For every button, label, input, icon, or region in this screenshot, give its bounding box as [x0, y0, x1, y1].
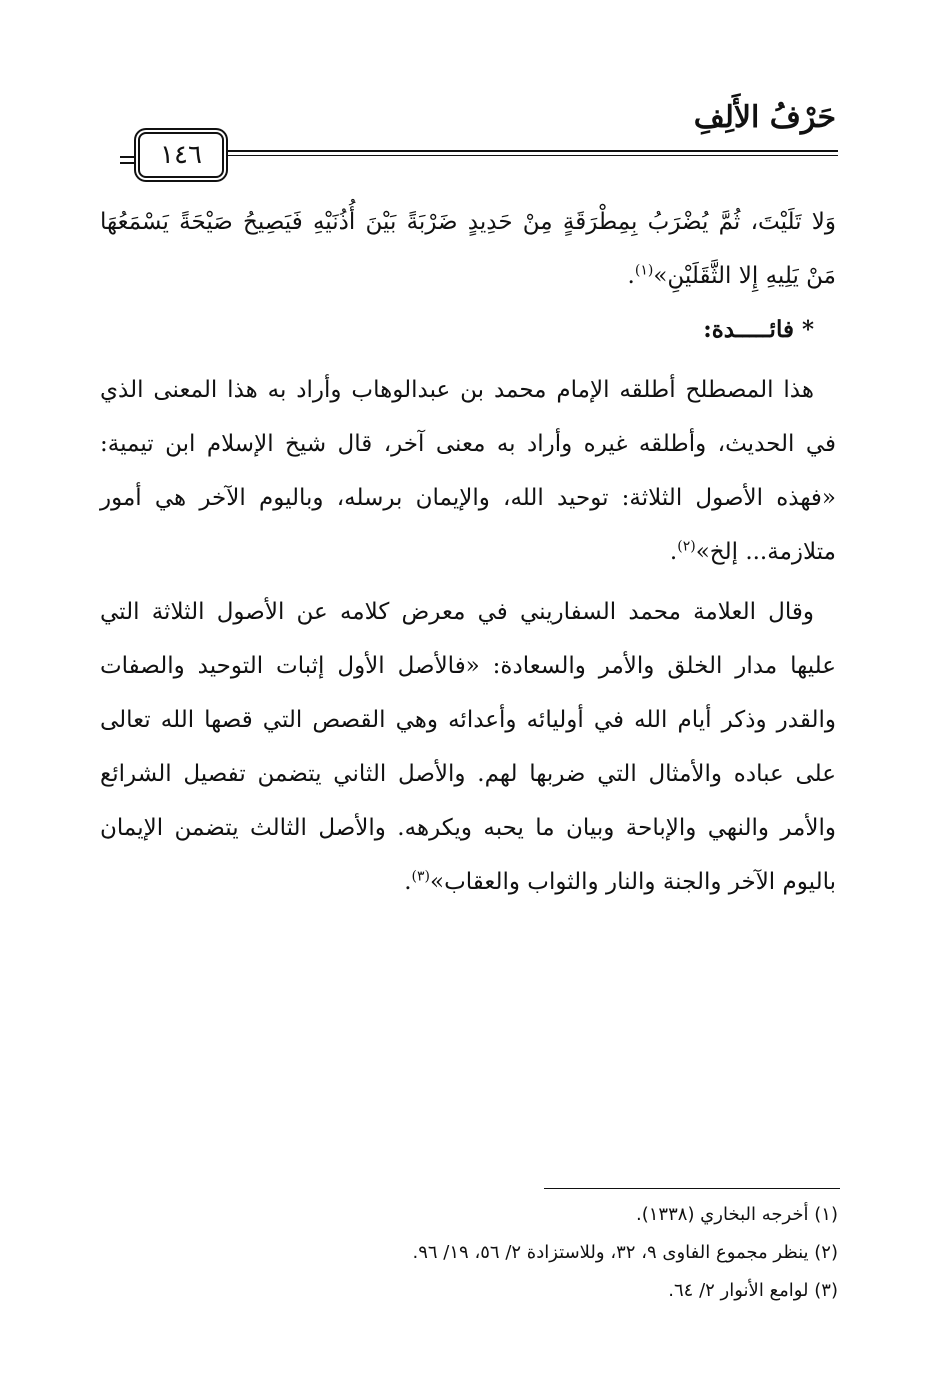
- chapter-title: حَرْفُ الأَلِفِ: [693, 100, 836, 135]
- section-heading: * فائـــــدة:: [703, 316, 814, 343]
- footnote-1: (١) أخرجه البخاري (١٣٣٨).: [636, 1204, 838, 1225]
- footnote-3: (٣) لوامع الأنوار ٢/ ٦٤.: [668, 1280, 838, 1301]
- main-text: [100, 195, 836, 909]
- paragraph-2: وقال العلامة محمد السفاريني في معرض كلامه عن الأصول الثلاثة التي عليها مدار الخلق والأمر والسعادة: «فالأصل الأول إثبات التوحيد والصفات والقدر وذكر أيام الله في أوليائه وأعدائه وهي القصص التي قصها الله تعالى على عباده والأمثال التي ضربها لهم. والأصل الثاني يتضمن تفصيل الشرائع والأمر والنهي والإباحة وبيان ما يحبه ويكرهه. والأصل الثالث يتضمن الإيمان باليوم الآخر والجنة والنار والثواب والعقاب»$^{(٣)}$.: [100, 599, 836, 895]
- footnote-ref-1: (١): [634, 262, 654, 279]
- footnote-ref-2: (٢): [677, 538, 696, 555]
- footnotes: [100, 1196, 838, 1310]
- page-number: ١٤٦: [138, 132, 224, 178]
- header-rule-end: [120, 156, 134, 164]
- quote-continuation: وَلا تَلَيْتَ، ثُمَّ يُضْرَبُ بِمِطْرَقَةٍ مِنْ حَدِيدٍ ضَرْبَةً بَيْنَ أُذُنَيْهِ فَيَصِيحُ صَيْحَةً يَسْمَعُهَا مَنْ يَلِيهِ إِلا الثَّقَلَيْنِ»$^{(١)}$.: [100, 209, 836, 289]
- paragraph-1: هذا المصطلح أطلقه الإمام محمد بن عبدالوهاب وأراد به هذا المعنى الذي في الحديث، وأطلقه غيره وأراد به معنى آخر، قال شيخ الإسلام ابن تيمية: «فهذه الأصول الثلاثة: توحيد الله، والإيمان برسله، وباليوم الآخر هي أمور متلازمة... إلخ»$^{(٢)}$.: [100, 377, 836, 565]
- footnote-ref-3: (٣): [411, 868, 431, 885]
- footnote-separator: [544, 1188, 840, 1189]
- header-rule: [160, 150, 838, 156]
- footnote-2: (٢) ينظر مجموع الفاوى ٩، ٣٢، وللاستزادة ٢/ ٥٦، ١٩/ ٩٦.: [412, 1242, 838, 1263]
